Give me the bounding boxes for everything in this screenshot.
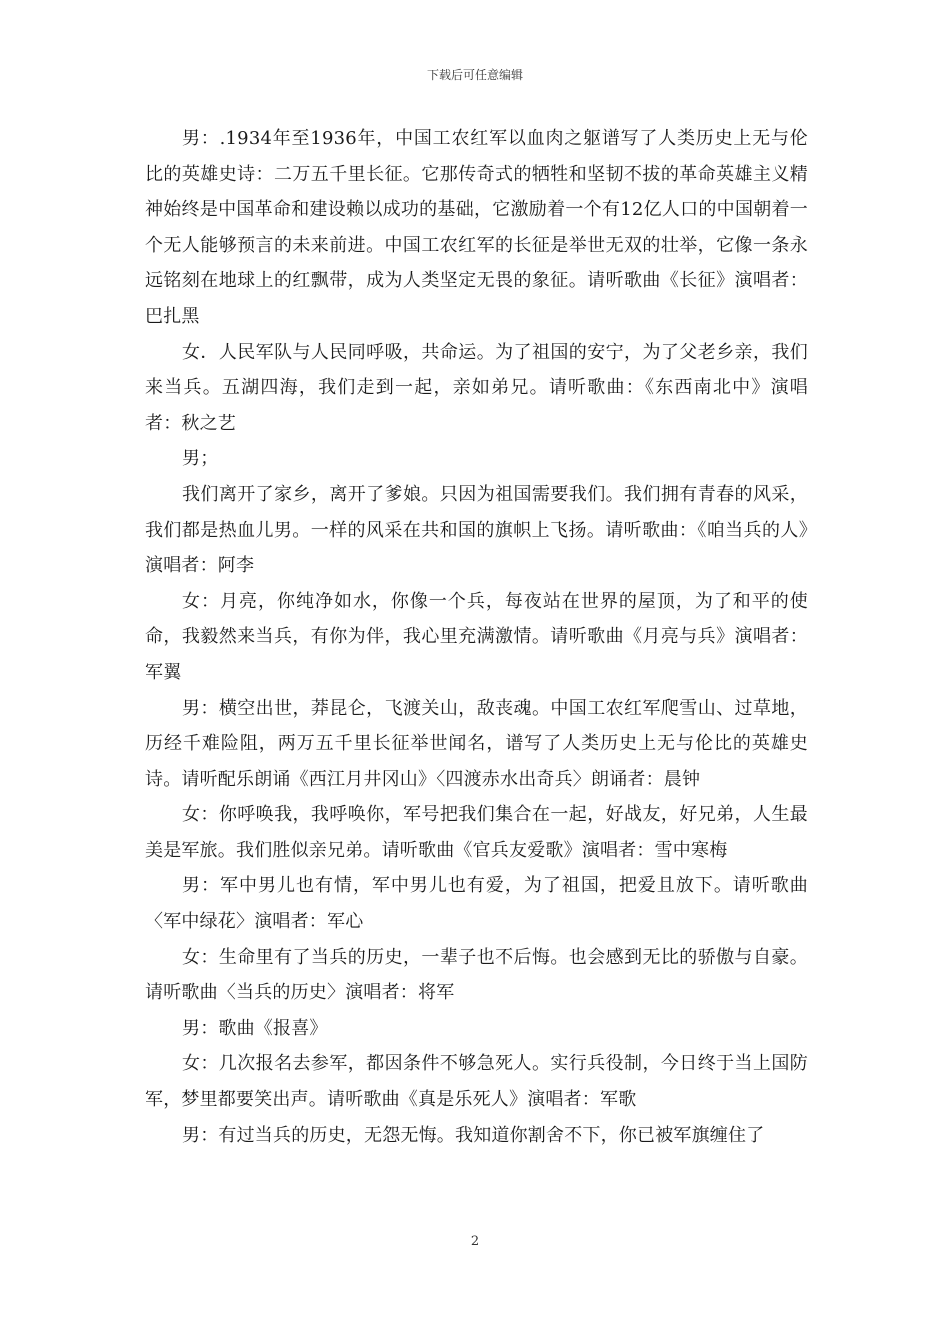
paragraph: 女：生命里有了当兵的历史，一辈子也不后悔。也会感到无比的骄傲与自豪。请听歌曲〈当兵的历史〉演唱者：将军	[145, 946, 808, 1004]
paragraph: 男；	[182, 448, 219, 470]
paragraph: 女：几次报名去参军，都因条件不够急死人。实行兵役制，今日终于当上国防军，梦里都要笑出声。请听歌曲《真是乐死人》演唱者：军歌	[145, 1053, 808, 1111]
paragraph: 我们离开了家乡，离开了爹娘。只因为祖国需要我们。我们拥有青春的风采，我们都是热血儿男。一样的风采在共和国的旗帜上飞扬。请听歌曲：《咱当兵的人》演唱者：阿李	[145, 483, 808, 577]
paragraph: 男：歌曲《报喜》	[182, 1017, 328, 1039]
page-header: 下载后可任意编辑	[426, 68, 523, 82]
document-body	[145, 121, 808, 1153]
paragraph: 女：月亮，你纯净如水，你像一个兵，每夜站在世界的屋顶，为了和平的使命，我毅然来当兵，有你为伴，我心里充满激情。请听歌曲《月亮与兵》演唱者：军翼	[145, 590, 808, 683]
paragraph: 女．人民军队与人民同呼吸，共命运。为了祖国的安宁，为了父老乡亲，我们来当兵。五湖四海，我们走到一起，亲如弟兄。请听歌曲：《东西南北中》演唱者：秋之艺	[145, 341, 808, 434]
paragraph: 男：横空出世，莽昆仑，飞渡关山，敌丧魂。中国工农红军爬雪山、过草地，历经千难险阻，两万五千里长征举世闻名，谱写了人类历史上无与伦比的英雄史诗。请听配乐朗诵《西江月井冈山》〈四渡赤水出奇兵〉朗诵者：晨钟	[145, 697, 808, 790]
paragraph: 男：.1934年至1936年，中国工农红军以血肉之躯谱写了人类历史上无与伦比的英雄史诗：二万五千里长征。它那传奇式的牺牲和坚韧不拔的革命英雄主义精神始终是中国革命和建设赖以成功的基础，它激励着一个有12亿人口的中国朝着一个无人能够预言的未来前进。中国工农红军的长征是举世无双的壮举，它像一条永远铭刻在地球上的红飘带，成为人类坚定无畏的象征。请听歌曲《长征》演唱者：巴扎黑	[145, 128, 808, 327]
paragraph: 男：有过当兵的历史，无怨无悔。我知道你割舍不下，你已被军旗缠住了	[182, 1124, 765, 1146]
paragraph: 男：军中男儿也有情，军中男儿也有爱，为了祖国，把爱且放下。请听歌曲〈军中绿花〉演唱者：军心	[145, 875, 808, 933]
paragraph: 女：你呼唤我，我呼唤你，军号把我们集合在一起，好战友，好兄弟，人生最美是军旅。我们胜似亲兄弟。请听歌曲《官兵友爱歌》演唱者：雪中寒梅	[145, 804, 808, 861]
page-number: 2	[470, 1234, 480, 1249]
